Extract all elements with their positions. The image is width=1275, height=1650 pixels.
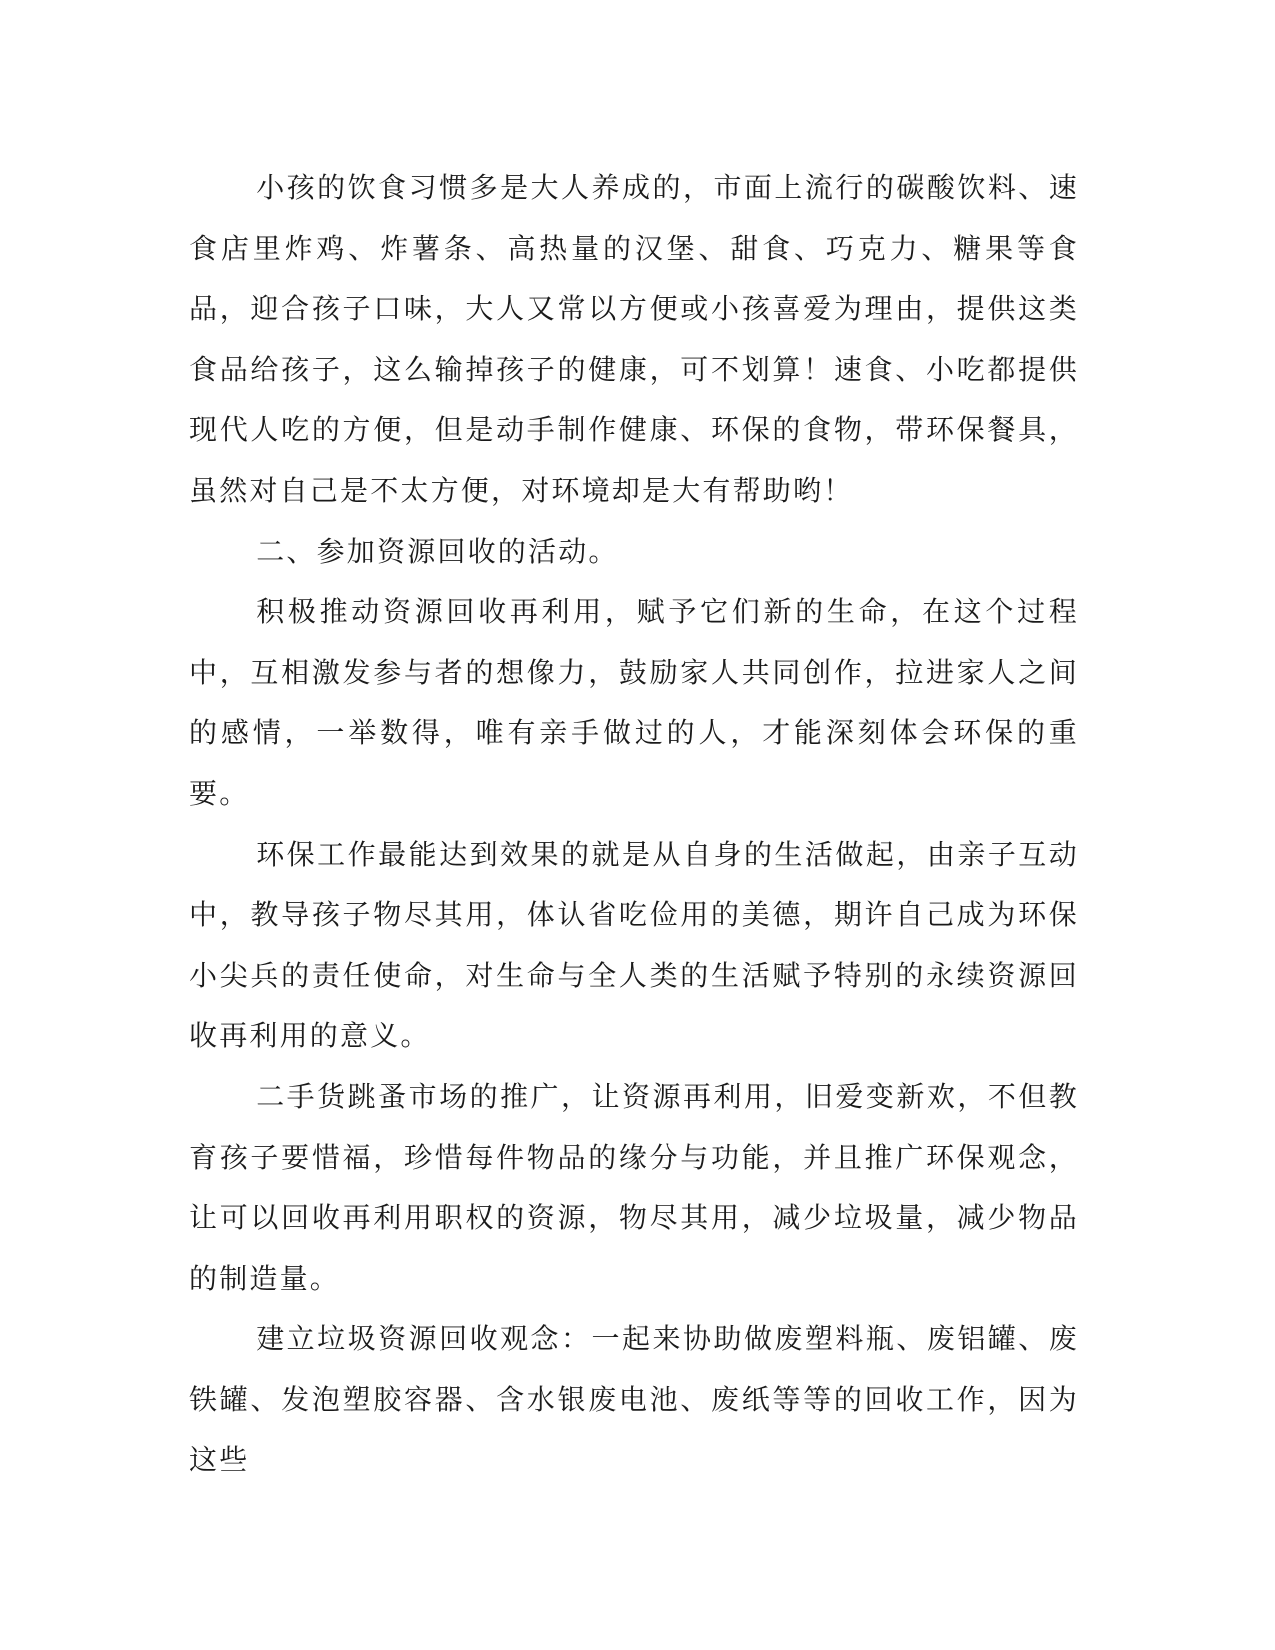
body-text xyxy=(189,158,1079,1491)
paragraph-diet-habits: 小孩的饮食习惯多是大人养成的，市面上流行的碳酸饮料、速食店里炸鸡、炸薯条、高热量的汉堡、甜食、巧克力、糖果等食品，迎合孩子口味，大人又常以方便或小孩喜爱为理由，提供这类食品给孩子，这么输掉孩子的健康，可不划算！速食、小吃都提供现代人吃的方便，但是动手制作健康、环保的食物，带环保餐具，虽然对自己是不太方便，对环境却是大有帮助哟！ xyxy=(189,171,1079,507)
paragraph-flea-market: 二手货跳蚤市场的推广，让资源再利用，旧爱变新欢，不但教育孩子要惜福，珍惜每件物品的缘分与功能，并且推广环保观念，让可以回收再利用职权的资源，物尽其用，减少垃圾量，减少物品的制造量。 xyxy=(189,1079,1079,1295)
paragraph-recycling-promotion: 积极推动资源回收再利用，赋予它们新的生命，在这个过程中，互相激发参与者的想像力，鼓励家人共同创作，拉进家人之间的感情，一举数得，唯有亲手做过的人，才能深刻体会环保的重要。 xyxy=(189,595,1079,810)
paragraph-waste-recycling-concept: 建立垃圾资源回收观念：一起来协助做废塑料瓶、废铝罐、废铁罐、发泡塑胶容器、含水银废电池、废纸等等的回收工作，因为这些 xyxy=(189,1322,1079,1477)
paragraph-environmental-work: 环保工作最能达到效果的就是从自身的生活做起，由亲子互动中，教导孩子物尽其用，体认省吃俭用的美德，期许自己成为环保小尖兵的责任使命，对生命与全人类的生活赋予特别的永续资源回收再利用的意义。 xyxy=(189,837,1079,1053)
section-heading-recycling: 二、参加资源回收的活动。 xyxy=(256,534,619,568)
